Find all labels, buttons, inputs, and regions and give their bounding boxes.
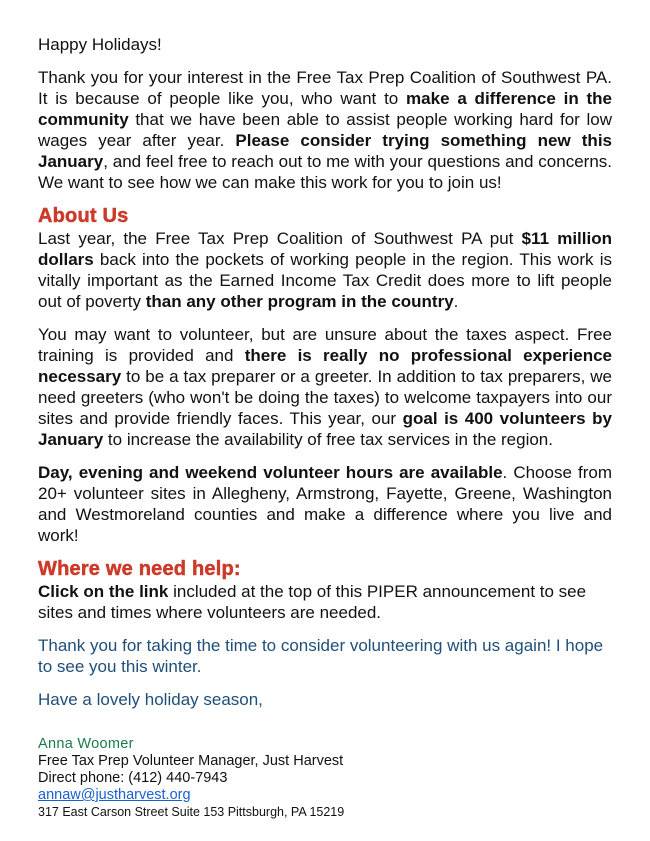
intro-paragraph: Thank you for your interest in the Free Tax Prep Coalition of Southwest PA. It is because of people like you, who want to make a difference in the community that we have been able to assist people working hard for low wages year after year. Please consider trying something new this January, and feel free to reach out to me with your questions and concerns. We want to see how we can make this work for you to join us! [38,68,612,192]
greeting: Happy Holidays! [38,35,162,54]
closing-thanks: Thank you for taking the time to consider volunteering with us again! I hope to see you this winter. [38,636,604,676]
closing-farewell: Have a lovely holiday season, [38,690,263,709]
about-us-heading: About Us [38,205,129,227]
help-paragraph: Click on the link included at the top of this PIPER announcement to see sites and times where volunteers are needed. [38,582,587,622]
signature-address: 317 East Carson Street Suite 153 Pittsburgh, PA 15219 [38,805,345,819]
where-we-need-help-heading: Where we need help: [38,558,241,580]
about-paragraph-3: Day, evening and weekend volunteer hours are available. Choose from 20+ volunteer sites in Allegheny, Armstrong, Fayette, Greene, Washington and Westmoreland counties and make a difference where you live and work! [38,463,612,545]
letter [38,34,612,820]
signature-title: Free Tax Prep Volunteer Manager, Just Harvest [38,753,344,769]
signature-phone: Direct phone: (412) 440-7943 [38,770,228,786]
email-signature [38,736,612,820]
about-paragraph-2: You may want to volunteer, but are unsure about the taxes aspect. Free training is provided and there is really no professional experience necessary to be a tax preparer or a greeter. In addition to tax preparers, we need greeters (who won't be doing the taxes) to welcome taxpayers into our sites and provide friendly faces. This year, our goal is 400 volunteers by January to increase the availability of free tax services in the region. [38,325,612,449]
signature-email-link[interactable]: annaw@justharvest.org [38,787,191,803]
signature-name: Anna Woomer [38,736,134,752]
about-paragraph-1: Last year, the Free Tax Prep Coalition of Southwest PA put $11 million dollars back into the pockets of working people in the region. This work is vitally important as the Earned Income Tax Credit does more to lift people out of poverty than any other program in the country. [38,229,612,311]
